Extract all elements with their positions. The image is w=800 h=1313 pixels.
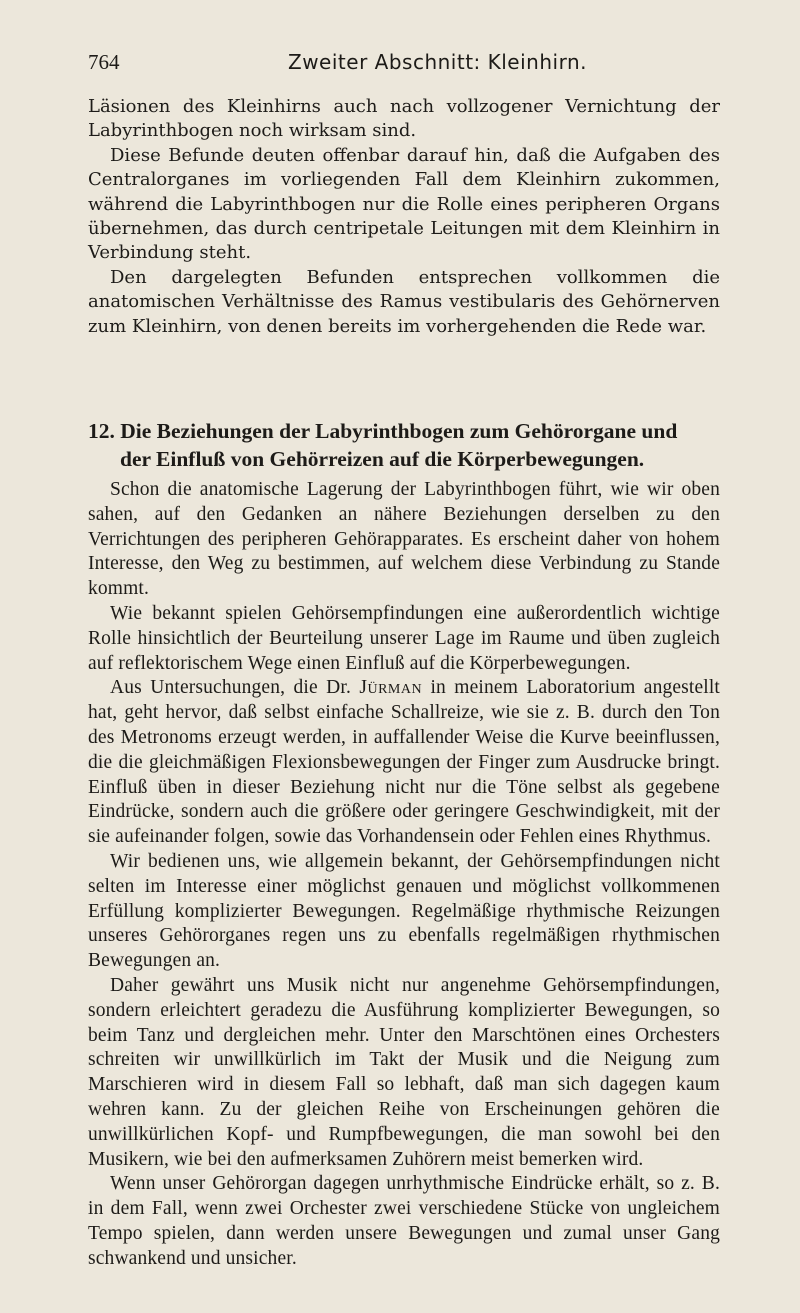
section-title-line-2: der Einfluß von Gehörreizen auf die Körperbewegungen. [120,447,645,471]
paragraph: Wenn unser Gehörorgan dagegen unrhythmische Eindrücke erhält, so z. B. in dem Fall, wenn zwei Orchester zwei verschiedene Stücke von ungleichem Tempo spielen, dann werden unsere Bewegungen und zumal unser Gang schwankend und unsicher. [88,1173,720,1269]
paragraph [88,676,720,850]
section-heading [88,417,728,473]
intro-text [88,95,720,339]
section-number: 12. [88,419,115,443]
paragraph-text: in meinem Laboratorium angestellt hat, geht hervor, daß selbst einfache Schallreize, wie sie z. B. durch den Ton des Metronoms erzeugt werden, in auffallender Weise die Kurve beeinflussen, die die gleichmäßigen Flexionsbewegungen der Finger zum Ausdrucke bringt. Einfluß üben in dieser Beziehung nicht nur die Töne selbst als gegebene Eindrücke, sondern auch die größere oder geringere Geschwindigkeit, mit der sie aufeinander folgen, sowie das Vorhandensein oder Fehlen eines Rhythmus. [88,677,720,848]
paragraph: Diese Befunde deuten offenbar darauf hin, daß die Aufgaben des Centralorganes im vorliegenden Fall dem Kleinhirn zukommen, während die Labyrinthbogen nur die Rolle eines peripheren Organs übernehmen, das durch centripetale Leitungen mit dem Kleinhirn in Verbindung steht. [88,144,720,264]
paragraph: Schon die anatomische Lagerung der Labyrinthbogen führt, wie wir oben sahen, auf den Gedanken an nähere Beziehungen derselben zu den Verrichtungen des peripheren Gehörapparates. Es erscheint daher von hohem Interesse, den Weg zu bestimmen, auf welchem diese Verbindung zu Stande kommt. [88,479,720,600]
paragraph: Wie bekannt spielen Gehörsempfindungen eine außerordentlich wichtige Rolle hinsichtlich der Beurteilung unserer Lage im Raume und üben zugleich auf reflektorischem Wege einen Einfluß auf die Körperbewegungen. [88,602,720,674]
author-name: Jürman [359,677,423,699]
paragraph: Wir bedienen uns, wie allgemein bekannt, der Gehörsempfindungen nicht selten im Interesse einer möglichst genauen und möglichst vollkommenen Erfüllung komplizierter Bewegungen. Regelmäßige rhythmische Reizungen unseres Gehörorganes regen uns zu ebenfalls regelmäßigen rhythmischen Bewegungen an. [88,850,720,972]
paragraph: Den dargelegten Befunden entsprechen vollkommen die anatomischen Verhältnisse des Ramus vestibularis des Gehörnerven zum Kleinhirn, von denen bereits im vorhergehenden die Rede war. [88,266,720,337]
section-title-line-1: Die Beziehungen der Labyrinthbogen zum Gehörorgane und [120,419,678,443]
paragraph: Daher gewährt uns Musik nicht nur angenehme Gehörsempfindungen, sondern erleichtert geradezu die Ausführung komplizierter Bewegungen, so beim Tanz und dergleichen mehr. Unter den Marschtönen eines Orchesters schreiten wir unwillkürlich im Takt der Musik und die Neigung zum Marschieren wird in diesem Fall so lebhaft, daß man sich dagegen kaum wehren kann. Zu der gleichen Reihe von Erscheinungen gehören die unwillkürlichen Kopf- und Rumpfbewegungen, die man sowohl bei den Musikern, wie bei den aufmerksamen Zuhörern meist bemerken wird. [88,974,720,1170]
paragraph: Läsionen des Kleinhirns auch nach vollzogener Vernichtung der Labyrinthbogen noch wirksam sind. [88,96,720,142]
paragraph-text: Aus Untersuchungen, die Dr. [110,677,360,699]
page-number: 764 [88,50,120,74]
running-head: Zweiter Abschnitt: Kleinhirn. [288,50,587,74]
section-body [88,478,720,1272]
page-header [88,50,728,80]
